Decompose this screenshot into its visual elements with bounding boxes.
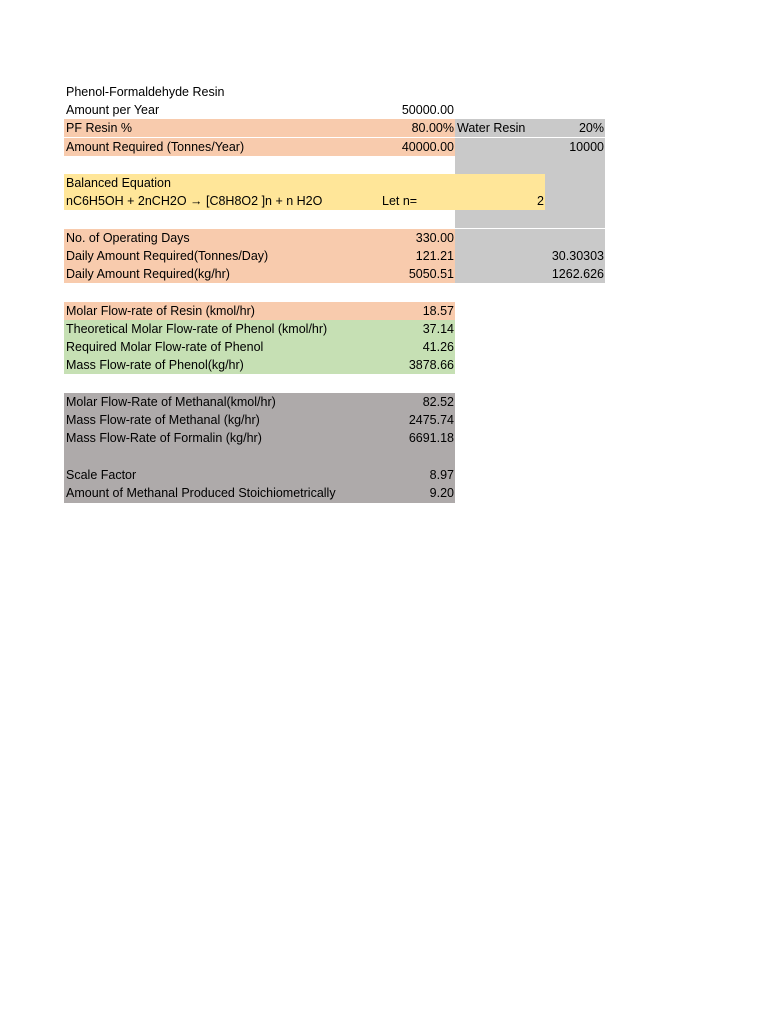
water-blank-cell[interactable] xyxy=(455,247,540,265)
title-row xyxy=(0,83,768,101)
blank-row xyxy=(0,210,768,228)
water-blank-cell[interactable] xyxy=(455,138,540,156)
mass-methanal-value[interactable]: 2475.74 xyxy=(408,413,454,427)
water-blank-fill xyxy=(455,229,605,247)
daily-tonnes-value[interactable]: 121.21 xyxy=(390,247,455,265)
methanal-stoich-row xyxy=(0,484,768,502)
sheet-title[interactable]: Phenol-Formaldehyde Resin xyxy=(66,85,225,99)
equation-heading[interactable]: Balanced Equation xyxy=(66,176,171,190)
amount-per-year-label[interactable]: Amount per Year xyxy=(66,103,160,117)
molar-resin-label[interactable]: Molar Flow-rate of Resin (kmol/hr) xyxy=(64,302,392,320)
molar-methanal-label[interactable]: Molar Flow-Rate of Methanal(kmol/hr) xyxy=(66,395,276,409)
let-n-label[interactable]: Let n= xyxy=(382,194,418,208)
mass-phenol-value[interactable]: 3878.66 xyxy=(390,356,455,374)
molar-methanal-row xyxy=(0,393,768,411)
operating-days-value[interactable]: 330.00 xyxy=(390,229,455,247)
molar-resin-row xyxy=(0,302,768,320)
daily-tonnes-label[interactable]: Daily Amount Required(Tonnes/Day) xyxy=(64,247,392,265)
equation-formula[interactable]: nC6H5OH + 2nCH2O → [C8H8O2 ]n + n H2O xyxy=(66,194,323,208)
pf-resin-label[interactable]: PF Resin % xyxy=(64,119,392,137)
operating-days-label[interactable]: No. of Operating Days xyxy=(64,229,392,247)
n-value[interactable]: 2 xyxy=(537,194,544,208)
pf-resin-value[interactable]: 80.00% xyxy=(390,119,455,137)
required-phenol-row xyxy=(0,338,768,356)
scale-factor-value[interactable]: 8.97 xyxy=(429,468,454,482)
blank-row xyxy=(0,156,768,174)
water-resin-percent[interactable]: 20% xyxy=(540,119,605,137)
scale-factor-row xyxy=(0,466,768,484)
water-blank-fill xyxy=(455,210,605,228)
mass-formalin-label[interactable]: Mass Flow-Rate of Formalin (kg/hr) xyxy=(66,431,262,445)
daily-kg-row xyxy=(0,265,768,283)
operating-days-row xyxy=(0,229,768,247)
molar-methanal-value[interactable]: 82.52 xyxy=(422,395,454,409)
pf-resin-row xyxy=(0,119,768,137)
methanal-stoich-label[interactable]: Amount of Methanal Produced Stoichiometrically xyxy=(66,486,336,500)
daily-tonnes-row xyxy=(0,247,768,265)
water-blank-fill xyxy=(545,192,605,210)
amount-per-year-value[interactable]: 50000.00 xyxy=(401,103,454,117)
theoretical-phenol-value[interactable]: 37.14 xyxy=(390,320,455,338)
mass-formalin-value[interactable]: 6691.18 xyxy=(408,431,454,445)
water-resin-label[interactable]: Water Resin xyxy=(455,119,542,137)
water-daily-tonnes[interactable]: 30.30303 xyxy=(540,247,605,265)
water-amount-required[interactable]: 10000 xyxy=(540,138,605,156)
equation-row xyxy=(0,192,768,210)
theoretical-phenol-label[interactable]: Theoretical Molar Flow-rate of Phenol (kmol/hr) xyxy=(64,320,392,338)
required-phenol-label[interactable]: Required Molar Flow-rate of Phenol xyxy=(64,338,392,356)
mass-methanal-row xyxy=(0,411,768,429)
amount-required-label[interactable]: Amount Required (Tonnes/Year) xyxy=(64,138,392,156)
scale-factor-label[interactable]: Scale Factor xyxy=(66,468,137,482)
water-daily-kg[interactable]: 1262.626 xyxy=(540,265,605,283)
amount-required-value[interactable]: 40000.00 xyxy=(390,138,455,156)
amount-required-row xyxy=(0,138,768,156)
daily-kg-value[interactable]: 5050.51 xyxy=(390,265,455,283)
equation-heading-row xyxy=(0,174,768,192)
molar-resin-value[interactable]: 18.57 xyxy=(390,302,455,320)
mass-phenol-row xyxy=(0,356,768,374)
water-blank-cell[interactable] xyxy=(455,265,540,283)
mass-phenol-label[interactable]: Mass Flow-rate of Phenol(kg/hr) xyxy=(64,356,392,374)
required-phenol-value[interactable]: 41.26 xyxy=(390,338,455,356)
theoretical-phenol-row xyxy=(0,320,768,338)
mass-methanal-label[interactable]: Mass Flow-rate of Methanal (kg/hr) xyxy=(66,413,260,427)
methanal-stoich-value[interactable]: 9.20 xyxy=(429,486,454,500)
daily-kg-label[interactable]: Daily Amount Required(kg/hr) xyxy=(64,265,392,283)
water-blank-fill xyxy=(545,174,605,192)
mass-formalin-row xyxy=(0,429,768,447)
amount-per-year-row xyxy=(0,101,768,119)
water-blank-fill xyxy=(455,156,605,174)
